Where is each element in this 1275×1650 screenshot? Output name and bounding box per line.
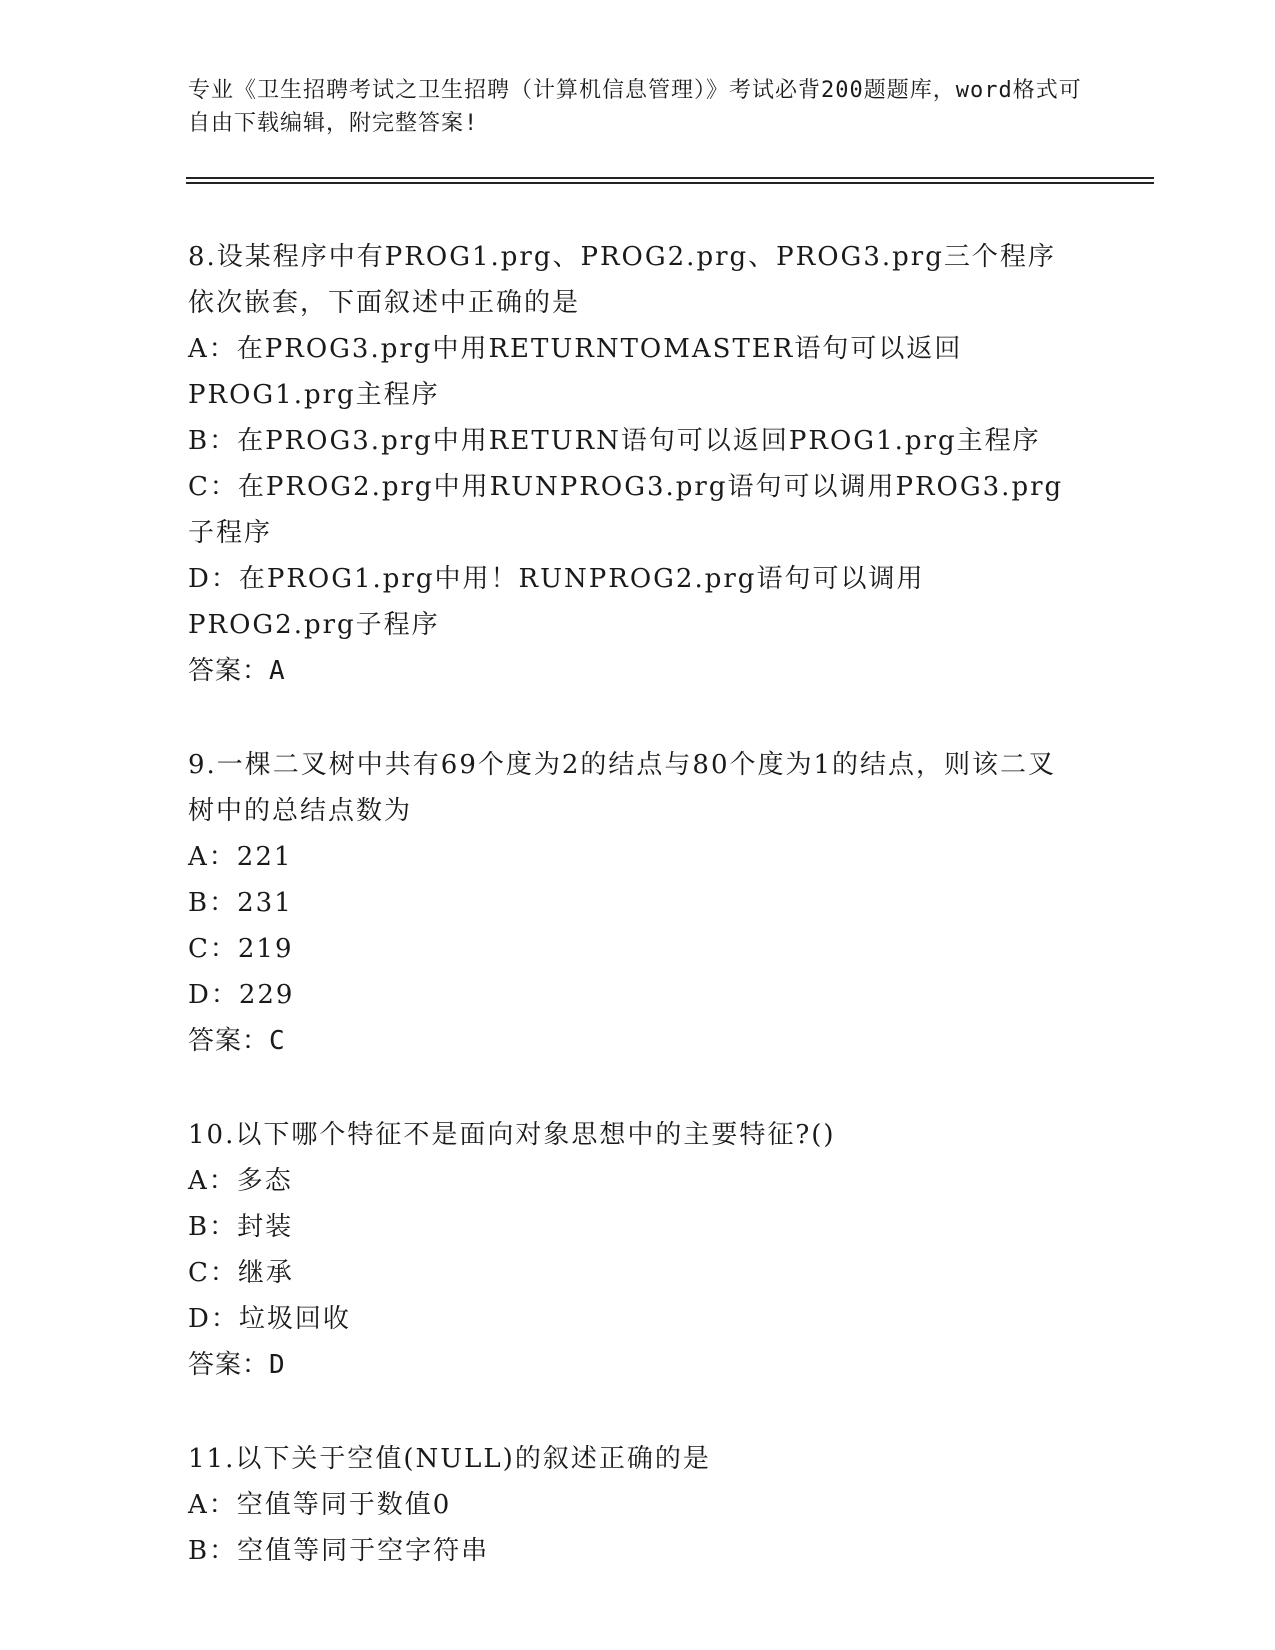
option-d: D：垃圾回收	[188, 1304, 351, 1334]
option-b: B：231	[188, 888, 293, 918]
option-a: A：221	[188, 842, 293, 872]
document-header	[188, 74, 1088, 140]
header-divider-top	[186, 177, 1154, 179]
option-c: C：219	[188, 934, 294, 964]
question-10	[188, 1112, 1088, 1388]
header-divider-bottom	[186, 182, 1154, 184]
option-d: D：在PROG1.prg中用！RUNPROG2.prg语句可以调用PROG2.prg子程序	[188, 564, 925, 640]
option-d: D：229	[188, 980, 295, 1010]
question-11	[188, 1436, 1088, 1574]
question-list	[188, 234, 1088, 1622]
header-title: 专业《卫生招聘考试之卫生招聘（计算机信息管理）》考试必背200题题库，word格式可自由下载编辑，附完整答案!	[188, 78, 1082, 136]
option-a: A：空值等同于数值0	[188, 1490, 452, 1520]
answer-label: 答案：A	[188, 656, 286, 686]
option-a: A：在PROG3.prg中用RETURNTOMASTER语句可以返回PROG1.prg主程序	[188, 334, 963, 410]
question-stem: 11.以下关于空值(NULL)的叙述正确的是	[188, 1444, 711, 1474]
answer-label: 答案：C	[188, 1026, 286, 1056]
answer-label: 答案：D	[188, 1350, 286, 1380]
question-stem: 10.以下哪个特征不是面向对象思想中的主要特征?()	[188, 1120, 836, 1150]
question-stem: 8.设某程序中有PROG1.prg、PROG2.prg、PROG3.prg三个程序依次嵌套，下面叙述中正确的是	[188, 242, 1056, 318]
question-stem: 9.一棵二叉树中共有69个度为2的结点与80个度为1的结点，则该二叉树中的总结点数为	[188, 750, 1057, 826]
option-c: C：继承	[188, 1258, 294, 1288]
option-b: B：封装	[188, 1212, 294, 1242]
option-b: B：在PROG3.prg中用RETURN语句可以返回PROG1.prg主程序	[188, 426, 1041, 456]
option-a: A：多态	[188, 1166, 293, 1196]
question-8	[188, 234, 1088, 694]
question-9	[188, 742, 1088, 1064]
option-b: B：空值等同于空字符串	[188, 1536, 490, 1566]
option-c: C：在PROG2.prg中用RUNPROG3.prg语句可以调用PROG3.prg子程序	[188, 472, 1064, 548]
